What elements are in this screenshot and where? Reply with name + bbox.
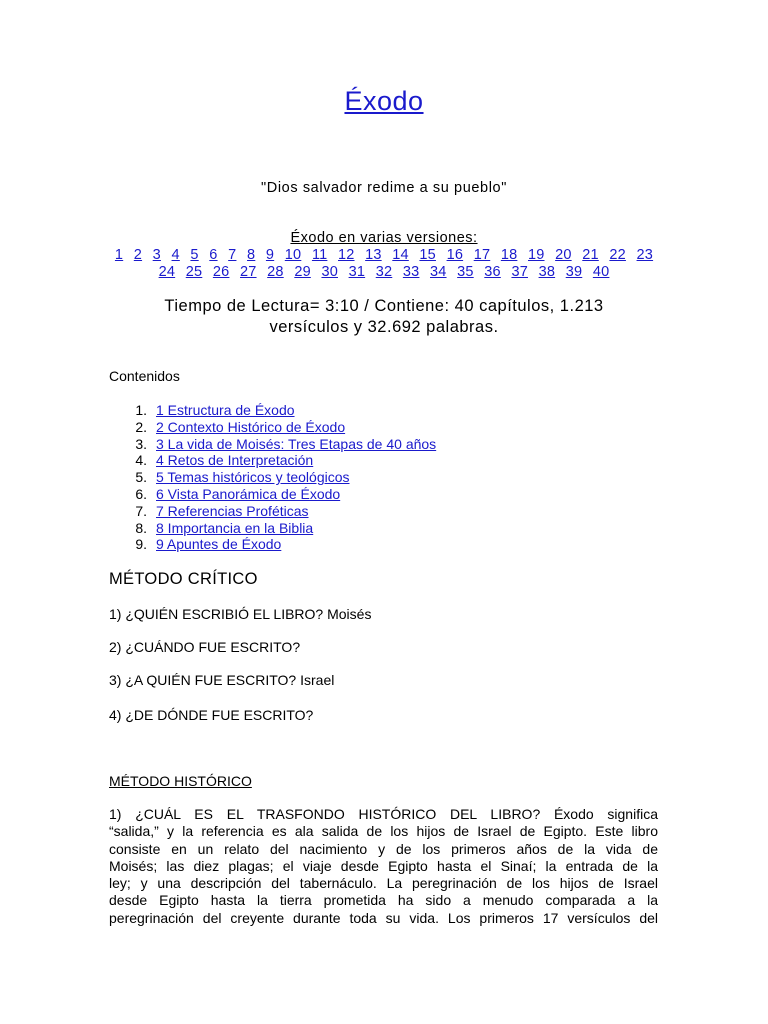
toc-number: 6. xyxy=(135,485,147,502)
table-of-contents xyxy=(109,402,436,553)
chapter-link[interactable]: 2 xyxy=(133,247,143,263)
chapter-link[interactable]: 33 xyxy=(402,264,420,280)
toc-item xyxy=(109,402,436,419)
chapter-link[interactable]: 14 xyxy=(392,247,409,263)
toc-link[interactable]: 4 Retos de Interpretación xyxy=(156,452,314,469)
chapter-link[interactable]: 5 xyxy=(190,247,199,263)
versions-label: Éxodo en varias versiones: xyxy=(290,230,478,246)
reading-info xyxy=(0,296,768,338)
chapter-link[interactable]: 19 xyxy=(527,247,545,263)
chapter-link[interactable]: 24 xyxy=(158,264,176,280)
chapter-link[interactable]: 9 xyxy=(265,247,275,263)
chapter-link[interactable]: 20 xyxy=(555,247,572,263)
toc-link[interactable]: 1 Estructura de Éxodo xyxy=(156,402,295,418)
question-3: 3) ¿A QUIÉN FUE ESCRITO? Israel xyxy=(109,672,335,688)
toc-link[interactable]: 3 La vida de Moisés: Tres Etapas de 40 años xyxy=(156,435,437,452)
paragraph-line: peregrinación del creyente durante toda su vida. Los primeros 17 versículos del xyxy=(109,909,658,926)
toc-link[interactable]: 6 Vista Panorámica de Éxodo xyxy=(156,485,341,502)
historical-paragraph xyxy=(109,806,658,927)
paragraph-line: “salida,” y la referencia es ala salida de los hijos de Israel de Egipto. Este libro xyxy=(109,823,658,840)
paragraph-line: desde Egipto hasta la tierra prometida ha sido a menudo comparada a la xyxy=(109,892,658,909)
toc-number: 8. xyxy=(135,519,147,536)
chapter-link[interactable]: 8 xyxy=(247,247,256,263)
toc-number: 2. xyxy=(135,418,147,435)
chapter-link[interactable]: 10 xyxy=(284,247,302,263)
chapter-link[interactable]: 37 xyxy=(511,264,528,280)
contents-label: Contenidos xyxy=(109,368,180,384)
chapter-link[interactable]: 4 xyxy=(171,247,180,263)
toc-link[interactable]: 8 Importancia en la Biblia xyxy=(156,519,314,536)
chapter-links-row-1 xyxy=(0,247,768,263)
section-heading-metodo-critico: MÉTODO CRÍTICO xyxy=(109,570,258,588)
chapter-link[interactable]: 15 xyxy=(419,247,436,263)
toc-item xyxy=(109,419,436,436)
chapter-link[interactable]: 21 xyxy=(582,247,599,263)
chapter-link[interactable]: 23 xyxy=(636,247,654,263)
chapter-links-row-2 xyxy=(0,264,768,280)
toc-link[interactable]: 9 Apuntes de Éxodo xyxy=(156,536,282,553)
question-1: 1) ¿QUIÉN ESCRIBIÓ EL LIBRO? Moisés xyxy=(109,606,372,622)
toc-item xyxy=(109,520,436,537)
chapter-link[interactable]: 26 xyxy=(212,264,230,280)
subtitle: "Dios salvador redime a su pueblo" xyxy=(261,180,507,196)
toc-number: 4. xyxy=(135,452,147,469)
toc-number: 3. xyxy=(135,435,147,452)
chapter-link[interactable]: 32 xyxy=(375,264,393,280)
chapter-link[interactable]: 18 xyxy=(500,247,518,263)
chapter-link[interactable]: 17 xyxy=(473,247,491,263)
chapter-link[interactable]: 7 xyxy=(228,247,237,263)
toc-item xyxy=(109,469,436,486)
paragraph-line: ley; y una descripción del tabernáculo. La peregrinación de los hijos de Israel xyxy=(109,875,658,892)
paragraph-line: Moisés; las diez plagas; el viaje desde Egipto hasta el Sinaí; la entrada de la xyxy=(109,857,658,874)
question-2: 2) ¿CUÁNDO FUE ESCRITO? xyxy=(109,639,301,655)
reading-info-line-1: Tiempo de Lectura= 3:10 / Contiene: 40 capítulos, 1.213 xyxy=(164,297,604,315)
chapter-link[interactable]: 27 xyxy=(240,264,257,280)
toc-number: 7. xyxy=(135,502,147,519)
chapter-link[interactable]: 16 xyxy=(446,247,464,263)
toc-link[interactable]: 2 Contexto Histórico de Éxodo xyxy=(156,418,346,435)
question-4: 4) ¿DE DÓNDE FUE ESCRITO? xyxy=(109,707,314,723)
toc-item xyxy=(109,452,436,469)
paragraph-line: 1) ¿CUÁL ES EL TRASFONDO HISTÓRICO DEL LIBRO? Éxodo significa xyxy=(109,806,658,822)
chapter-link[interactable]: 40 xyxy=(592,264,610,280)
chapter-link[interactable]: 35 xyxy=(457,264,474,280)
chapter-link[interactable]: 6 xyxy=(209,247,218,263)
toc-item xyxy=(109,536,436,553)
toc-number: 9. xyxy=(135,536,147,553)
chapter-link[interactable]: 31 xyxy=(348,264,366,280)
section-heading-metodo-historico: MÉTODO HISTÓRICO xyxy=(109,773,252,789)
page-title-link[interactable]: Éxodo xyxy=(344,86,424,116)
chapter-link[interactable]: 30 xyxy=(321,264,338,280)
chapter-link[interactable]: 25 xyxy=(185,264,203,280)
reading-info-line-2: versículos y 32.692 palabras. xyxy=(269,318,499,336)
chapter-link[interactable]: 1 xyxy=(114,247,124,263)
chapter-link[interactable]: 3 xyxy=(152,247,161,263)
chapter-link[interactable]: 38 xyxy=(538,264,556,280)
toc-number: 5. xyxy=(135,469,147,486)
toc-number: 1. xyxy=(135,402,147,418)
paragraph-line: consiste en un relato del nacimiento y de los primeros años de la vida de xyxy=(109,840,658,857)
chapter-link[interactable]: 29 xyxy=(294,264,311,280)
chapter-link[interactable]: 36 xyxy=(484,264,501,280)
toc-item xyxy=(109,486,436,503)
toc-item xyxy=(109,503,436,520)
toc-link[interactable]: 7 Referencias Proféticas xyxy=(156,502,309,519)
chapter-link[interactable]: 11 xyxy=(311,247,328,263)
chapter-link[interactable]: 28 xyxy=(267,264,284,280)
chapter-link[interactable]: 39 xyxy=(565,264,583,280)
toc-item xyxy=(109,436,436,453)
toc-link[interactable]: 5 Temas históricos y teológicos xyxy=(156,469,350,486)
chapter-link[interactable]: 13 xyxy=(365,247,382,263)
chapter-link[interactable]: 34 xyxy=(430,264,447,280)
chapter-link[interactable]: 22 xyxy=(609,247,626,263)
chapter-link[interactable]: 12 xyxy=(338,247,355,263)
